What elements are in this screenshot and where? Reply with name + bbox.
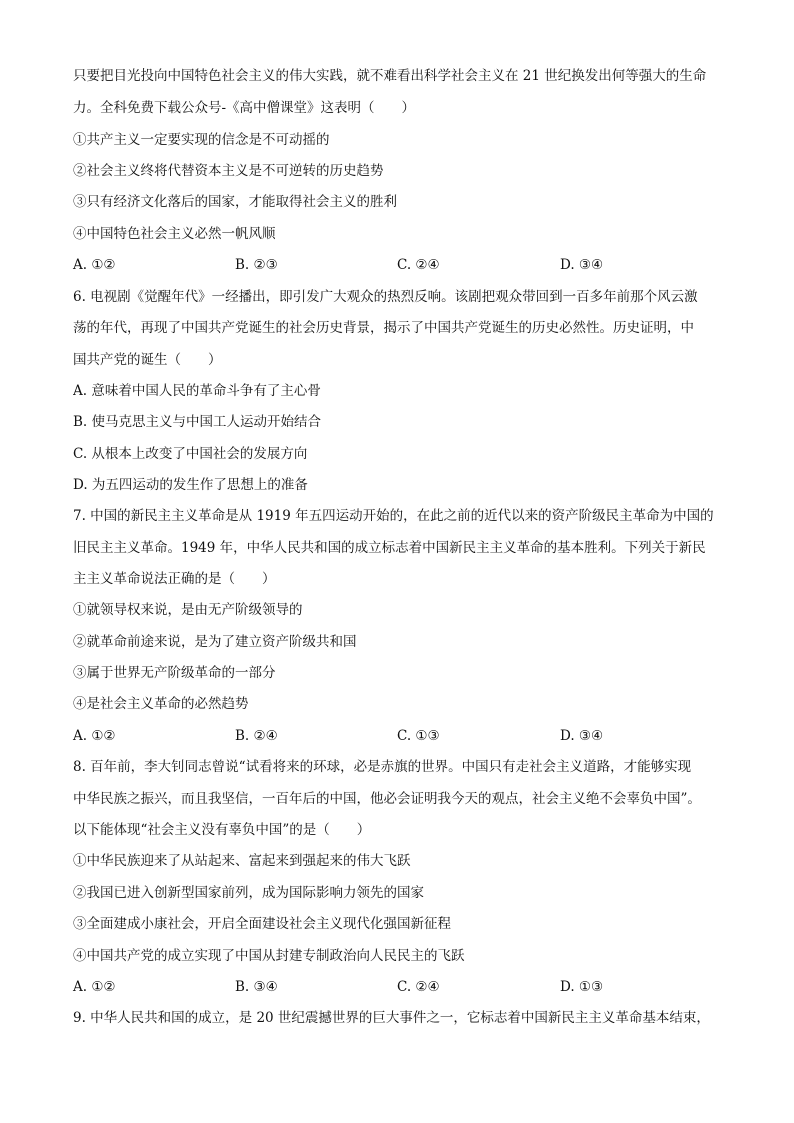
q5-option-c: C. ②④ [397, 257, 440, 273]
q5-item-2: ②社会主义终将代替资本主义是不可逆转的历史趋势 [73, 163, 384, 179]
q5-stem-line-1: 只要把目光投向中国特色社会主义的伟大实践，就不难看出科学社会主义在 21 世纪换发出何等强大的生命 [73, 68, 707, 84]
q7-option-a: A. ①② [73, 728, 116, 744]
q5-option-a: A. ①② [73, 257, 116, 273]
q6-option-b: B. 使马克思主义与中国工人运动开始结合 [73, 414, 322, 430]
q8-option-c: C. ②④ [397, 979, 440, 995]
q5-item-4: ④中国特色社会主义必然一帆风顺 [73, 226, 276, 242]
q7-item-4: ④是社会主义革命的必然趋势 [73, 696, 249, 712]
q7-item-3: ③属于世界无产阶级革命的一部分 [73, 665, 276, 681]
q7-option-b: B. ②④ [235, 728, 278, 744]
q7-item-2: ②就革命前途来说，是为了建立资产阶级共和国 [73, 634, 357, 650]
q5-item-3: ③只有经济文化落后的国家，才能取得社会主义的胜利 [73, 194, 397, 210]
q8-option-d: D. ①③ [560, 979, 604, 995]
q6-stem-line-3: 国共产党的诞生（ ） [73, 352, 222, 368]
q7-item-1: ①就领导权来说，是由无产阶级领导的 [73, 602, 303, 618]
q5-item-1: ①共产主义一定要实现的信念是不可动摇的 [73, 132, 330, 148]
q8-item-4: ④中国共产党的成立实现了中国从封建专制政治向人民民主的飞跃 [73, 948, 465, 964]
q7-option-d: D. ③④ [560, 728, 604, 744]
q6-stem-line-2: 荡的年代，再现了中国共产党诞生的社会历史背景，揭示了中国共产党诞生的历史必然性。历史证明，中 [73, 320, 694, 336]
q8-stem-line-1: 8. 百年前，李大钊同志曾说“试看将来的环球，必是赤旗的世界。中国只有走社会主义道路，才能够实现 [73, 759, 692, 775]
q8-stem-line-3: 以下能体现“社会主义没有辜负中国”的是（ ） [73, 822, 371, 838]
q6-option-d: D. 为五四运动的发生作了思想上的准备 [73, 477, 308, 493]
q7-stem-line-2: 旧民主主义革命。1949 年，中华人民共和国的成立标志着中国新民主主义革命的基本胜利。下列关于新民 [73, 540, 706, 556]
q5-option-d: D. ③④ [560, 257, 604, 273]
q6-option-c: C. 从根本上改变了中国社会的发展方向 [73, 446, 308, 462]
q8-item-3: ③全面建成小康社会，开启全面建设社会主义现代化强国新征程 [73, 916, 451, 932]
q6-option-a: A. 意味着中国人民的革命斗争有了主心骨 [73, 383, 321, 399]
q9-stem-line-1: 9. 中华人民共和国的成立，是 20 世纪震撼世界的巨大事件之一，它标志着中国新民主主义革命基本结束， [73, 1010, 710, 1026]
q6-stem-line-1: 6. 电视剧《觉醒年代》一经播出，即引发广大观众的热烈反响。该剧把观众带回到一百多年前那个风云激 [73, 289, 698, 305]
q7-stem-line-3: 主主义革命说法正确的是（ ） [73, 571, 276, 587]
q8-option-b: B. ③④ [235, 979, 278, 995]
q8-stem-line-2: 中华民族之振兴，而且我坚信，一百年后的中国，他必会证明我今天的观点，社会主义绝不会辜负中国”。 [73, 791, 701, 807]
q8-item-2: ②我国已进入创新型国家前列，成为国际影响力领先的国家 [73, 885, 424, 901]
q5-stem-line-2: 力。全科免费下载公众号-《高中僧课堂》这表明（ ） [73, 100, 416, 116]
q8-item-1: ①中华民族迎来了从站起来、富起来到强起来的伟大飞跃 [73, 853, 411, 869]
q7-option-c: C. ①③ [397, 728, 440, 744]
q5-option-b: B. ②③ [235, 257, 278, 273]
q7-stem-line-1: 7. 中国的新民主主义革命是从 1919 年五四运动开始的，在此之前的近代以来的资产阶级民主革命为中国的 [73, 508, 714, 524]
q8-option-a: A. ①② [73, 979, 116, 995]
